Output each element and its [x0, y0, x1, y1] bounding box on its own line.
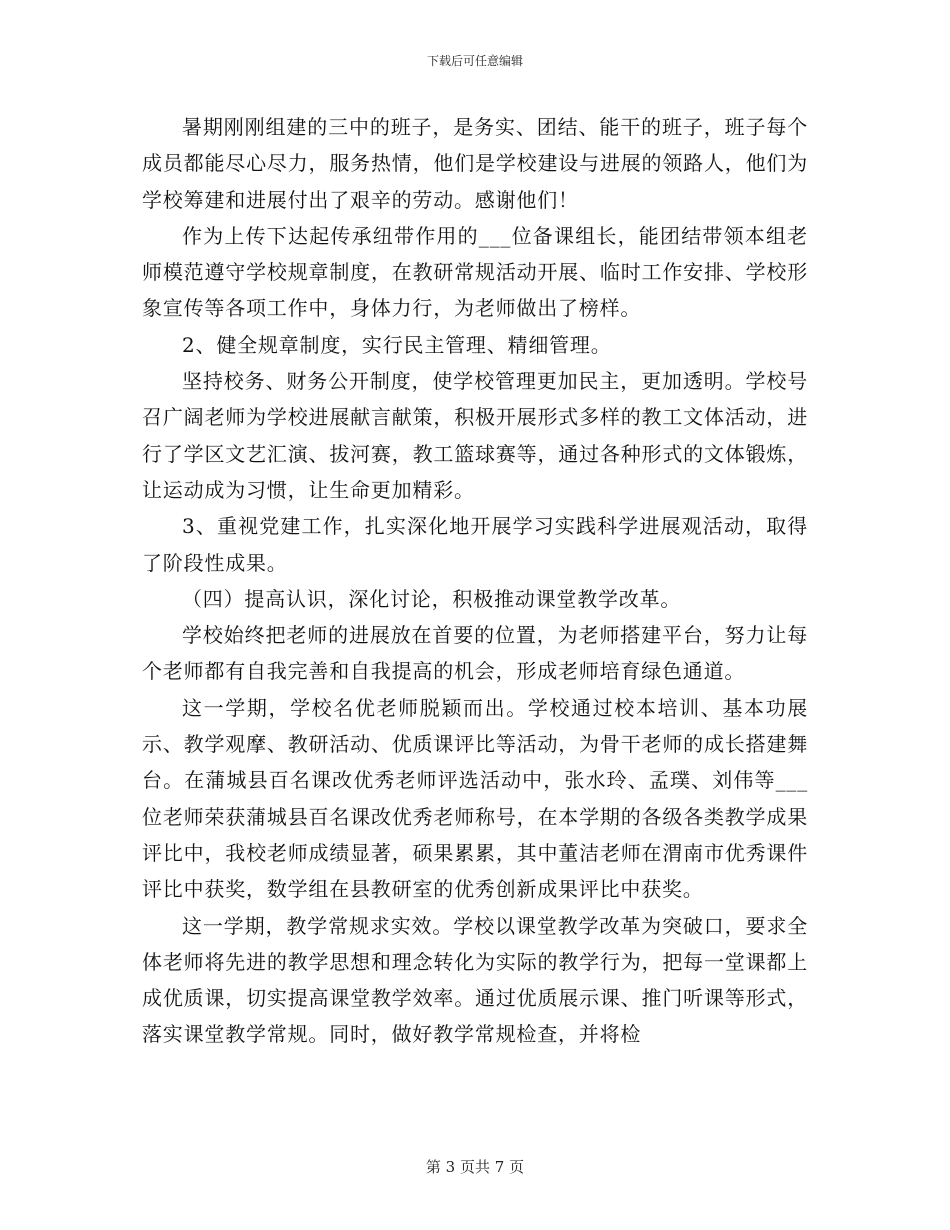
section-heading: 2、健全规章制度，实行民主管理、精细管理。	[182, 332, 612, 357]
section-heading: （四）提高认识，深化讨论，积极推动课堂教学改革。	[182, 586, 682, 611]
paragraph: 坚持校务、财务公开制度，使学校管理更加民主，更加透明。学校号召广阔老师为学校进展献言献策，积极开展形式多样的教工文体活动，进行了学区文艺汇演、拔河赛，教工篮球赛等，通过各种形式的文体锻炼，让运动成为习惯，让生命更加精彩。	[142, 369, 808, 502]
page-footer: 第 3 页共 7 页	[425, 1158, 525, 1176]
paragraph: 暑期刚刚组建的三中的班子，是务实、团结、能干的班子，班子每个成员都能尽心尽力，服务热情，他们是学校建设与进展的领路人，他们为学校筹建和进展付出了艰辛的劳动。感谢他们！	[142, 115, 808, 212]
paragraph: 作为上传下达起传承纽带作用的___位备课组长，能团结带领本组老师模范遵守学校规章制度，在教研常规活动开展、临时工作安排、学校形象宣传等各项工作中，身体力行，为老师做出了榜样。	[142, 223, 808, 321]
paragraph: 学校始终把老师的进展放在首要的位置，为老师搭建平台，努力让每个老师都有自我完善和自我提高的机会，形成老师培育绿色通道。	[142, 623, 808, 684]
paragraph: 这一学期，教学常规求实效。学校以课堂教学改革为突破口，要求全体老师将先进的教学思想和理念转化为实际的教学行为，把每一堂课都上成优质课，切实提高课堂教学效率。通过优质展示课、推门听课等形式，落实课堂教学常规。同时，做好教学常规检查，并将检	[142, 913, 808, 1047]
document-body	[142, 109, 808, 1053]
section-heading: 3、重视党建工作，扎实深化地开展学习实践科学进展观活动，取得了阶段性成果。	[142, 514, 808, 575]
page-header: 下载后可任意编辑	[426, 54, 523, 68]
paragraph: 这一学期，学校名优老师脱颖而出。学校通过校本培训、基本功展示、教学观摩、教研活动、优质课评比等活动，为骨干老师的成长搭建舞台。在蒲城县百名课改优秀老师评选活动中，张水玲、孟璞、刘伟等___位老师荣获蒲城县百名课改优秀老师称号，在本学期的各级各类教学成果评比中，我校老师成绩显著，硕果累累，其中董洁老师在渭南市优秀课件评比中获奖，数学组在县教研室的优秀创新成果评比中获奖。	[142, 695, 808, 902]
